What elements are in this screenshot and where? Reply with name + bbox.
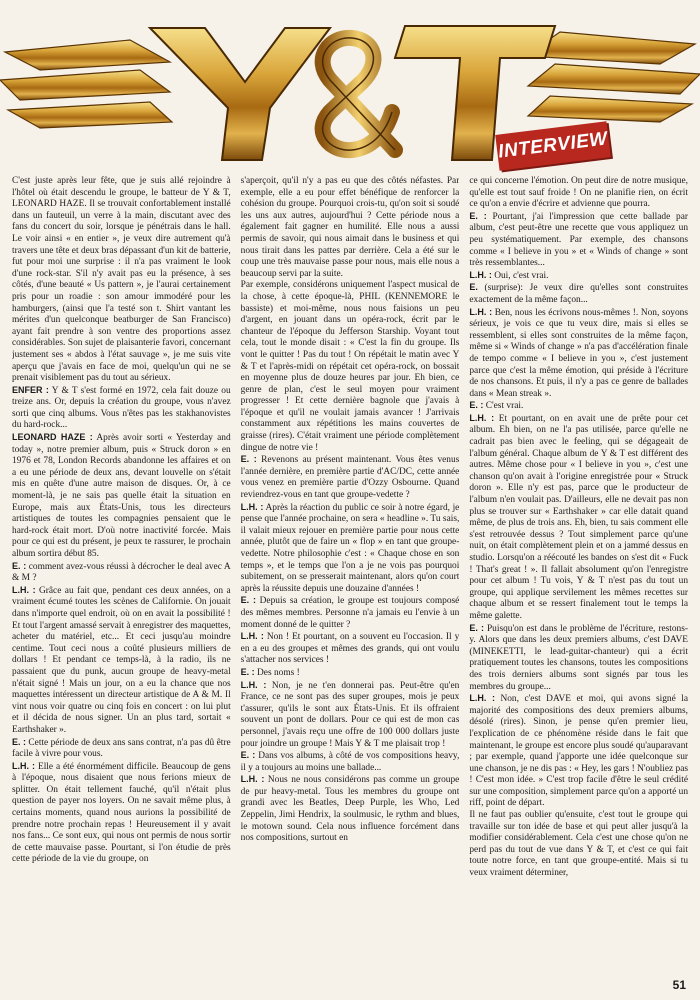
ampersand: [323, 38, 395, 150]
left-wing-streaks: [0, 40, 172, 128]
article-paragraph: [12, 176, 231, 385]
speaker-label: E. :: [240, 595, 256, 606]
paragraph-text: Non, c'est DAVE et moi, qui avons signé la majorité des compositions des deux premiers albums, désolé (rires). Sinon, je pense qu'en premier lieu, l'explication de ce phénomène réside dans le fait que maintenant, le groupe est encore plus soudé qu'auparavant ; par exemple, quand j'apporte une idée quelconque sur une chanson, je ne dis pas : « Hey, les gars ! N'oubliez pas ! C'est mon idée. » C'est trop facile d'être le seul crédité sur une composition, simplement parce qu'on a apporté un riff, point de départ.: [469, 694, 689, 809]
speaker-label: E. :: [240, 666, 255, 677]
paragraph-text: comment avez-vous réussi à décrocher le deal avec A & M ?: [12, 561, 231, 584]
speaker-label: ENFER :: [12, 384, 49, 395]
paragraph-text: Après la réaction du public ce soir à notre égard, je pense que l'année prochaine, on sera « headline ». Tu sais, il valait mieux rejouer en première partie pour nous cette année, plutôt que de faire un « flop » en tant que groupe-vedette. Notre philosophie c'est : « Chaque chose en son temps », et le temps que l'on a je ne vois pas pourquoi subitement, on se presserait maintenant, alors qu'on court après la réussite depuis une douzaine d'années !: [240, 502, 460, 594]
paragraph-text: Dans vos albums, à côté de vos compositions heavy, il y a toujours au moins une ballade...: [240, 751, 460, 773]
article-paragraph: [241, 595, 460, 631]
paragraph-text: Cette période de deux ans sans contrat, n'a pas dû être facile à vivre pour vous.: [12, 737, 231, 760]
speaker-label: L.H. :: [240, 501, 264, 512]
paragraph-text: Après avoir sorti « Yesterday and today », notre premier album, puis « Struck doron » en 1976 et 78, London Records abandonne les affaires et on a eu une période de deux ans, devant louvelle on s'était mis en quête d'une autre maison de disques. Or, à ce moment-là, je ne sais pas quelle était la situation en Europe, mais aux États-Unis, tous les directeurs artistiques de toutes les compagnies pensaient que le hard-rock était mort. D'où notre inactivité forcée. Mais pour ce qui est du présent, je peux te rassurer, le prochain album sortira début 85.: [12, 433, 231, 559]
speaker-label: E. :: [240, 454, 257, 465]
speaker-label: LEONARD HAZE :: [12, 432, 93, 443]
paragraph-text: Et pourtant, on en avait une de prête pour cet album. Eh bien, on ne l'a pas utilisée, parce qu'elle ne cadrait pas bien avec le feeling, qui se dégageait de l'album général. Chaque album de Y & T est différent des autres. Même chose pour « I believe in you », c'est une chanson qu'on avait à l'origine enregistrée pour « Struck doron ». Elle n'y est pas, parce que le producteur de l'album n'en voulait pas. D'ailleurs, elle ne devait pas non plus se trouver sur « Earthshaker » car elle datait quand même, de plus de trois ans. Eh, bien, tu sais comment elle s'est retrouvée dessus ? Tout simplement parce qu'une nuit, on était complètement plein et on a jammé dessus en studio. Lorsqu'on a réécouté les bandes on s'est dit « Fuck ! That's great ! ». Il fallait absolument qu'on l'enregistre pour cet album ! Tu vois, Y & T n'est pas du tout un groupe, qui applique servilement les mêmes recettes sur chaque album et se ressert finalement tout le temps la même galette.: [469, 413, 689, 621]
article-paragraph: [12, 761, 231, 866]
article-paragraph: [469, 270, 688, 283]
article-paragraph: [241, 502, 460, 596]
article-paragraph: [469, 413, 688, 623]
speaker-label: L.H. :: [469, 306, 493, 317]
article-paragraph: [469, 810, 688, 880]
right-wing-streaks: [525, 32, 700, 122]
paragraph-text: Y & T s'est formé en 1972, cela fait douze ou treize ans. Or, depuis la création du groupe, vous n'avez sorti que cinq albums. Vous n'êtes pas les stakhanovistes du hard-rock...: [12, 385, 231, 431]
interview-badge-label: INTERVIEW: [497, 128, 609, 163]
paragraph-text: Grâce au fait que, pendant ces deux années, on a vraiment écumé toutes les scènes de Californie. On jouait dans n'importe quel endroit, où on en avait la possibilité ! Et tout l'argent amassé servait à enregistrer des maquettes, acheter du matériel, etc... Et ceci jusqu'au moindre centime. Tout ceci nous a coûté plusieurs milliers de dollars ! Et pendant ce temps-là, à la radio, ils ne passaient que du punk, aucun groupe de heavy-metal n'était signé ! Mais un jour, on a eu la chance que nos maquettes intéressent un directeur artistique de A & M. Il vint nous voir quatre ou cinq fois en concert : on lui plut et il décida de nous signer. Un an plus tard, sortait « Earthshaker ».: [12, 585, 231, 735]
paragraph-text: Pourtant, j'ai l'impression que cette ballade par album, c'est peut-être une recette que vous appliquez un peu systématiquement. Par exemple, des chansons comme « I believe in you » et « Winds of change » sont très ressemblantes...: [469, 211, 689, 269]
article-column-1: [12, 176, 231, 976]
article-body: [12, 176, 688, 976]
article-paragraph: [241, 774, 460, 845]
speaker-label: E.: [469, 282, 478, 293]
article-paragraph: [241, 667, 460, 680]
paragraph-text: C'est vrai.: [483, 401, 524, 412]
article-paragraph: [469, 307, 688, 401]
page-number: 51: [672, 978, 686, 992]
article-paragraph: [241, 176, 460, 280]
paragraph-text: Par exemple, considérons uniquement l'aspect musical de la chose, à cette époque-là, PHIL (KENNEMORE le bassiste) et moi-même, nous nous faisions un peu d'argent, en jouant dans un opéra-rock, écrit par le chanteur de l'époque du Jefferson Starship. Voyant tout cela, tout le monde disait : « C'est la fin du groupe. Ils vont le quitter ! Pas du tout ! On répétait le matin avec Y & T et l'après-midi on répétait cet opéra-rock, on bossait en moyenne plus de douze heures par jour. Eh bien, ce genre de plan, c'est le seul moyen pour vraiment progresser ! Et cette dernière bagnole que j'avais à l'époque et qu'il ne voulait jamais avancer ! J'arrivais constamment aux répétitions les mains couvertes de graisse (rires). C'était vraiment une période complètement dingue de notre vie !: [240, 280, 460, 453]
paragraph-text: Des noms !: [254, 667, 300, 678]
article-paragraph: [469, 176, 688, 211]
paragraph-text: Revenons au présent maintenant. Vous êtes venus l'année dernière, en première partie d'AC/DC, cette année vous venez en première partie d'Ozzy Osbourne. Quand reviendrez-vous en tant que groupe-vedette ?: [240, 455, 460, 501]
paragraph-text: Non, je ne t'en donnerai pas. Peut-être qu'en France, ce ne sont pas des super groupes, mois je peux t'assurer, qu'ils le sont aux États-Unis. Et ils offraient souvent un pont de dollars. Pour ce qui est de mon cas personnel, j'avais reçu une offre de 100 000 dollars juste pour joindre un groupe ! Mais Y & T me plaisait trop !: [240, 680, 460, 749]
paragraph-text: Elle a été énormément difficile. Beaucoup de gens à l'époque, nous disaient que nous ferions mieux de splitter. On était tellement fauché, qu'il n'était plus question de payer nos loyers. On ne savait même plus, à certains moments, quand nous aurions la possibilité de prendre notre prochain repas ! Heureusement il y avait nos fans... Ce sont eux, qui nous ont permis de nous sortir de cette mauvaise passe. Pourtant, si l'on étudie de près cette période de la vie du groupe, on: [12, 761, 231, 865]
paragraph-text: Oui, c'est vrai.: [491, 270, 549, 281]
article-paragraph: [12, 585, 231, 737]
speaker-label: L.H. :: [12, 584, 36, 595]
speaker-label: E. :: [469, 622, 484, 633]
paragraph-text: ce qui concerne l'émotion. On peut dire de notre musique, qu'elle est tout sauf froide ! On ne planifie rien, on écrit ce qu'on a envie d'écrire et advienne que pourra.: [469, 176, 689, 210]
speaker-label: L.H. :: [240, 774, 265, 785]
speaker-label: L.H. :: [469, 693, 495, 704]
paragraph-text: Puisqu'on est dans le problème de l'écriture, restons-y. Alors que dans les deux premiers albums, c'est DAVE (MINEKETTI, le lead-guitar-chanteur) qui a écrit pratiquement toutes les chansons, toutes les compositions des trois derniers albums sont signés par tous les membres du groupe...: [469, 623, 689, 692]
article-paragraph: [241, 454, 460, 501]
article-paragraph: [12, 561, 231, 585]
paragraph-text: Nous ne nous considérons pas comme un groupe de pur heavy-metal. Tous les membres du groupe ont grandi avec les Beatles, Deep Purple, les Who, Led Zeppelin, Jimi Hendrix, la soulmusic, le rythm and blues, le motown sound. Cela nous influence forcément dans nos compositions, surtout en: [240, 775, 460, 844]
article-paragraph: [469, 282, 688, 306]
speaker-label: E. :: [12, 736, 27, 747]
paragraph-text: (surprise): Je veux dire qu'elles sont construites exactement de la même façon...: [469, 283, 689, 305]
article-paragraph: [469, 623, 688, 694]
article-paragraph: [241, 750, 460, 774]
speaker-label: E. :: [469, 210, 487, 221]
article-paragraph: [12, 432, 231, 561]
letter-y: [150, 28, 330, 160]
speaker-label: E. :: [12, 560, 27, 571]
speaker-label: L.H. :: [12, 760, 36, 771]
article-paragraph: [12, 385, 231, 432]
paragraph-text: C'est juste après leur fête, que je suis allé rejoindre à l'hôtel où était descendu le groupe, le batteur de Y & T, LEONARD HAZE. Il se trouvait confortablement installé dans un fauteuil, un verre à la main, discutant avec des fans du concert du soir, lorsque je pénétrais dans le hall. Le voir ainsi « en entier », je veux dire autrement qu'à travers une tête et deux bras dépassant d'un kit de batterie, fut pour moi une surprise : il n'a pas vraiment le look d'une rock-star. S'il n'y avait pas eu la présence, à ses côtés, d'une beauté « Us pattern », je l'aurai certainement pris pour un roadie : son amour immodéré pour les hamburgers, (ainsi que l'a testé son t. Shirt vantant les mérites d'un quelconque beatburger de San Francisco) ayant fait prendre à son ventre des proportions assez considérables. Son sujet de plaisanterie favori, concernant justement ses « abdos à l'état sauvage », je me suis vite aperçu que j'avais en face de moi, quelqu'un qui ne se prenait visiblement pas du tout au sérieux.: [12, 176, 231, 384]
speaker-label: E. :: [469, 400, 484, 411]
speaker-label: E. :: [240, 750, 256, 761]
article-paragraph: [241, 631, 460, 667]
article-paragraph: [241, 280, 460, 454]
speaker-label: L.H. :: [240, 679, 267, 690]
article-paragraph: [241, 680, 460, 751]
article-paragraph: [469, 693, 688, 810]
paragraph-text: Depuis sa création, le groupe est toujours composé des mêmes membres. Personne n'a jamais eu l'envie à un moment donné de le quitter ?: [240, 596, 460, 630]
speaker-label: L.H. :: [240, 631, 264, 642]
article-paragraph: [469, 211, 688, 270]
paragraph-text: Non ! Et pourtant, on a souvent eu l'occasion. Il y en a eu des groupes et mêmes des grands, qui ont voulu s'attacher nos services !: [240, 632, 460, 666]
speaker-label: L.H. :: [469, 412, 495, 423]
article-paragraph: [12, 737, 231, 761]
speaker-label: L.H. :: [469, 269, 492, 280]
paragraph-text: s'aperçoit, qu'il n'y a pas eu que des côtés néfastes. Par exemple, elle a eu pour effet bénéfique de renforcer la cohésion du groupe. Pourquoi crois-tu, qu'on soit si soudé les uns aux autres, aujourd'hui ? Cette période nous a également fait gagner en humilité. Elle nous a aussi permis de savoir, qui nous aimait dans le business et qui nous tirait dans les pattes par derrière. Cela a été sur le coup une très mauvaise passe pour nous, mais elle nous a beaucoup servi par la suite.: [240, 176, 460, 279]
article-column-2: [241, 176, 460, 976]
masthead: [0, 0, 700, 175]
article-column-3: [469, 176, 688, 976]
paragraph-text: Ben, nous les écrivons nous-mêmes !. Non, soyons sérieux, je vois ce que tu veux dire, mais si elles se ressemblent, si elles sont construites de la même façon, même si « Winds of change » n'a pas d'accélération finale de tempo comme « I believe in you », c'est justement parce que c'est la même émotion, qui préside à l'écriture de nos chansons. Et puis, il n'y a pas ce genre de ballades dans « Mean streak ».: [469, 307, 689, 399]
paragraph-text: Il ne faut pas oublier qu'ensuite, c'est tout le groupe qui travaille sur ton idée de base et qui peut aller jusqu'à la modifier considérablement. Cela c'est une chose qu'on ne perd pas du tout de vue dans Y & T, et c'est ce qui fait toute notre force, en tant que groupe-entité. Mais si tu veux vraiment déterminer,: [469, 810, 689, 879]
article-paragraph: [469, 400, 688, 413]
